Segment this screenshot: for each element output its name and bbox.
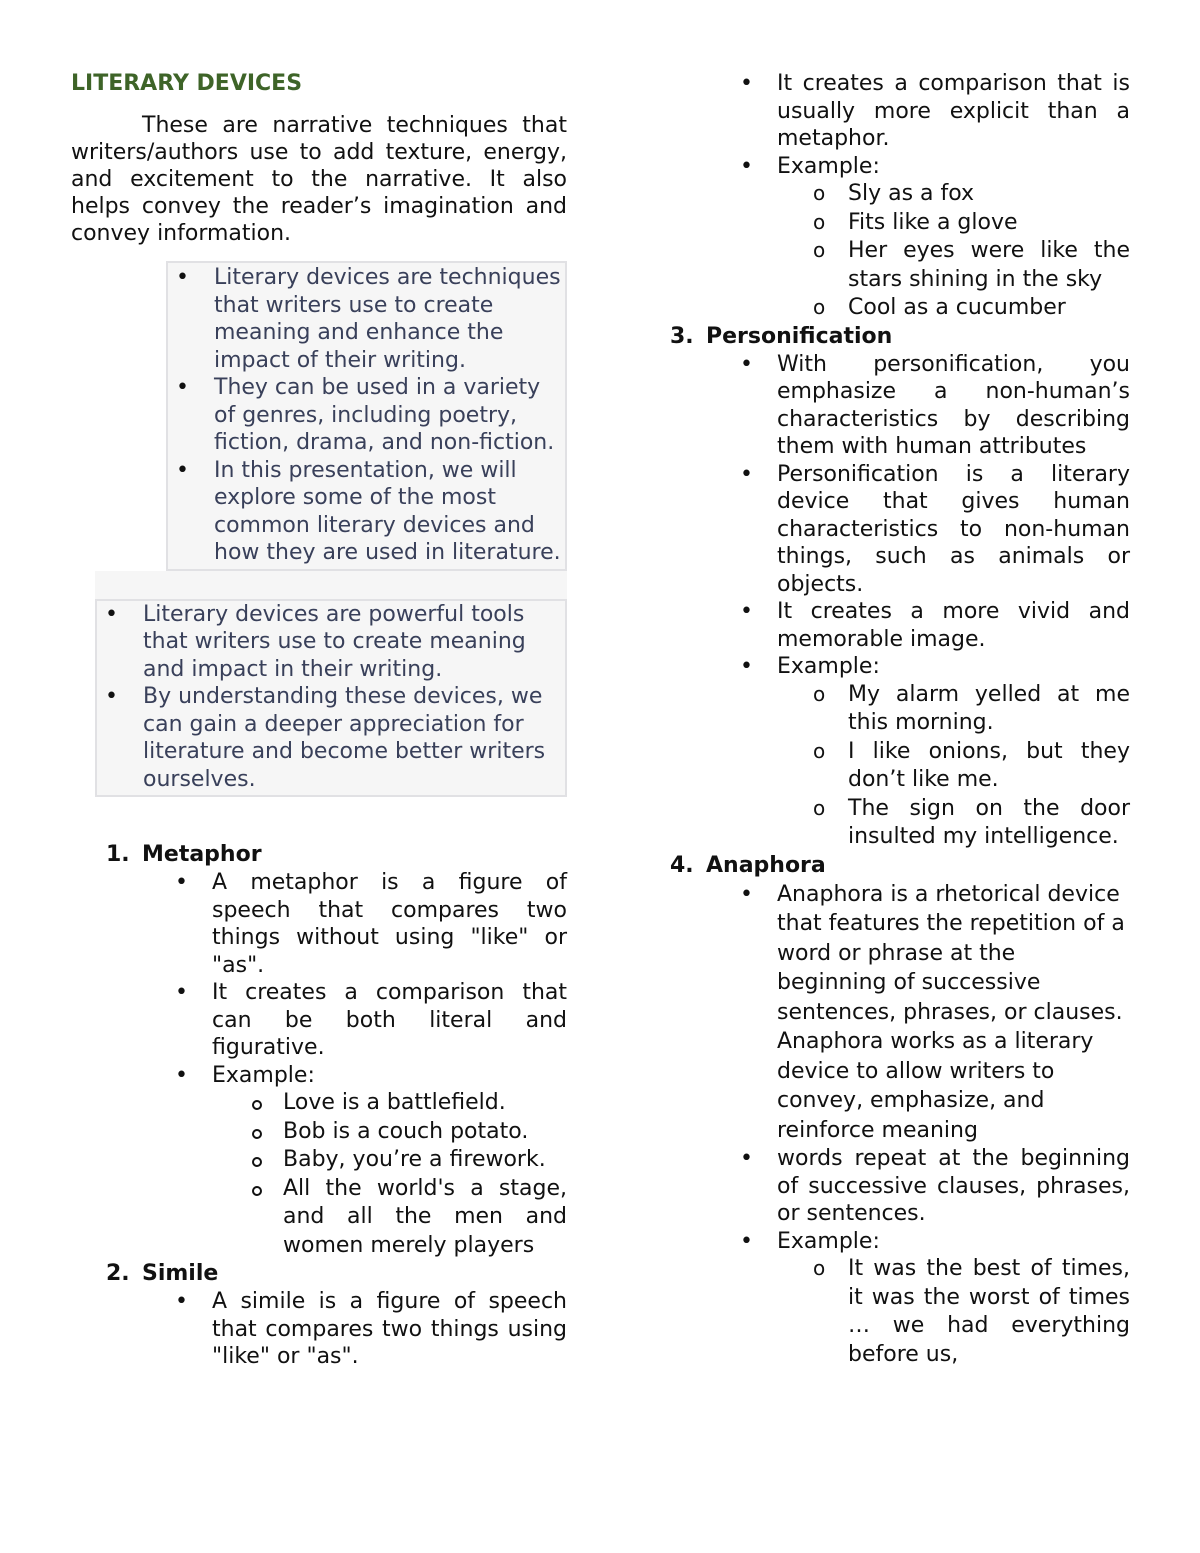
list-item: • It creates a more vivid and memorable image.: [777, 598, 1130, 653]
section-heading-anaphora: [670, 852, 1130, 880]
callout-item: • Literary devices are powerful tools that writers use to create meaning and impact in their writing.: [105, 601, 555, 684]
personification-points: [670, 351, 1130, 852]
section-title: Simile: [142, 1261, 219, 1286]
callout-item: • By understanding these devices, we can gain a deeper appreciation for literature and become better writers ourselves.: [105, 683, 555, 793]
simile-examples: [777, 180, 1130, 323]
list-item: [777, 1228, 1130, 1370]
list-item: • A metaphor is a figure of speech that compares two things without using "like" or "as".: [212, 869, 567, 979]
list-item: • It creates a comparison that can be both literal and figurative.: [212, 979, 567, 1062]
intro-paragraph: These are narrative techniques that writers/authors use to add texture, energy, and excitement to the narrative. It also helps convey the reader’s imagination and convey information.: [71, 113, 567, 246]
document-title: LITERARY DEVICES: [71, 71, 303, 96]
simile-points-continued: [670, 70, 1130, 323]
section-number: 4.: [670, 852, 694, 878]
metaphor-points: [71, 869, 567, 1260]
callout-item: • In this presentation, we will explore some of the most common literary devices and how they are used in literature.: [176, 457, 561, 567]
right-column: [670, 70, 1130, 1369]
callout-box-overview: [166, 261, 567, 571]
list-item: • It creates a comparison that is usually more explicit than a metaphor.: [777, 70, 1130, 153]
callout-item: • They can be used in a variety of genres, including poetry, fiction, drama, and non-fiction.: [176, 374, 561, 457]
example-item: o Her eyes were like the stars shining in the sky: [848, 237, 1130, 294]
list-item: • Anaphora is a rhetorical device that features the repetition of a word or phrase at the beginning of successive sentences, phrases, or clauses. Anaphora works as a literary device to allow writers to convey, emphasize, and reinforce meaning: [777, 880, 1130, 1146]
example-item: o It was the best of times, it was the worst of times … we had everything before us,: [848, 1255, 1130, 1369]
list-item: • words repeat at the beginning of successive clauses, phrases, or sentences.: [777, 1145, 1130, 1228]
list-item: • A simile is a figure of speech that compares two things using "like" or "as".: [212, 1288, 567, 1371]
example-label: Example:: [777, 654, 880, 679]
list-item: [777, 153, 1130, 323]
example-item: o Sly as a fox: [848, 180, 1130, 209]
example-item: All the world's a stage, and all the men and women merely players: [283, 1175, 567, 1261]
callout-box-summary: [95, 599, 567, 798]
example-item: o The sign on the door insulted my intelligence.: [848, 795, 1130, 852]
list-item: • Personification is a literary device that gives human characteristics to non-human things, such as animals or objects.: [777, 461, 1130, 599]
section-title: Anaphora: [706, 852, 826, 878]
example-item: o I like onions, but they don’t like me.: [848, 738, 1130, 795]
list-item: • With personification, you emphasize a non-human’s characteristics by describing them with human attributes: [777, 351, 1130, 461]
section-number: 1.: [106, 842, 130, 867]
anaphora-points: [670, 880, 1130, 1370]
example-label: Example:: [777, 1228, 880, 1254]
left-column: [71, 70, 567, 1371]
list-item: [212, 1062, 567, 1261]
callout-divider-strip: [95, 571, 567, 599]
section-number: 3.: [670, 323, 694, 349]
simile-points-start: [71, 1288, 567, 1371]
callout-item: • Literary devices are techniques that writers use to create meaning and enhance the impact of their writing.: [176, 264, 561, 374]
anaphora-examples: [777, 1255, 1130, 1369]
personification-examples: [777, 681, 1130, 852]
list-item: [777, 653, 1130, 852]
example-item: Love is a battlefield.: [283, 1089, 567, 1118]
metaphor-examples: [212, 1089, 567, 1260]
section-title: Metaphor: [142, 842, 262, 867]
section-heading-metaphor: [71, 841, 567, 869]
section-number: 2.: [106, 1261, 130, 1286]
example-item: Bob is a couch potato.: [283, 1118, 567, 1147]
example-item: o Fits like a glove: [848, 209, 1130, 238]
section-heading-simile: [71, 1260, 567, 1288]
section-title: Personification: [706, 323, 893, 349]
section-heading-personification: [670, 323, 1130, 351]
example-label: Example:: [777, 153, 880, 179]
example-item: o My alarm yelled at me this morning.: [848, 681, 1130, 738]
example-item: o Cool as a cucumber: [848, 294, 1130, 323]
example-item: Baby, you’re a firework.: [283, 1146, 567, 1175]
example-label: Example:: [212, 1062, 315, 1088]
